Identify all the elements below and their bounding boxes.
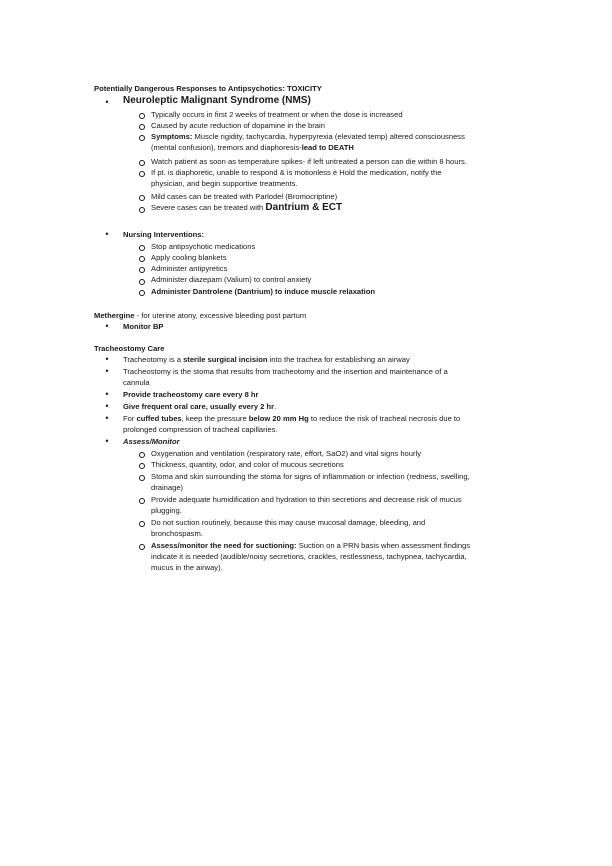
circle-bullet-icon [139, 245, 145, 251]
assess-a1: Oxygenation and ventilation (respiratory rate, effort, SaO2) and vital signs hourly [151, 449, 422, 458]
nms-severe [151, 203, 342, 214]
circle-bullet-icon [139, 160, 145, 166]
circle-bullet-icon [139, 290, 145, 296]
toxicity-heading: Potentially Dangerous Responses to Antipsychotics: TOXICITY [94, 84, 322, 93]
nms-mild: Mild cases can be treated with Parlodel (Bromocriptine) [151, 192, 338, 201]
symptoms-line1: Muscle rigidity, tachycardia, hyperpyrexia (elevated temp) altered consciousness [194, 132, 465, 141]
nms-onset: Typically occurs in first 2 weeks of treatment or when the dose is increased [151, 110, 403, 119]
circle-bullet-icon [139, 124, 145, 130]
trach-b5-suffix: to reduce the risk of tracheal necrosis due to [308, 414, 461, 423]
bullet-icon: • [105, 389, 109, 399]
assess-a6-cont: indicate it is needed (audible/noisy secretions, crackles, restlessness, tachypnea, tachycardia, [151, 552, 467, 561]
nursing-item-dantrolene: Administer Dantrolene (Dantrium) to induce muscle relaxation [151, 287, 376, 296]
bullet-icon: • [105, 354, 109, 364]
assess-heading: Assess/Monitor [123, 437, 180, 446]
trach-b5-mid: , keep the pressure [181, 414, 249, 423]
nms-hold: If pt. is diaphoretic, unable to respond & is motionless è Hold the medication, notify the [151, 168, 442, 177]
assess-a6-cont2: mucus in the airway). [151, 563, 223, 572]
nursing-item: Stop antipsychotic medications [151, 242, 256, 251]
nursing-item: Administer diazepam (Valium) to control anxiety [151, 275, 312, 284]
severe-prefix: Severe cases can be treated with [151, 203, 266, 212]
trach-b5-bold2: below 20 mm Hg [248, 414, 309, 423]
methergine-monitor: Monitor BP [123, 322, 164, 331]
trach-b2-cont: cannula [123, 378, 150, 387]
nms-symptoms-cont [151, 143, 354, 154]
trach-b2: Tracheostomy is the stoma that results from tracheotomy and the insertion and maintenance of a [123, 367, 448, 376]
bullet-icon: • [105, 229, 109, 239]
circle-bullet-icon [139, 498, 145, 504]
trach-b1 [123, 355, 410, 366]
assess-a6-bold: Assess/monitor the need for suctioning: [151, 541, 297, 550]
circle-bullet-icon [139, 267, 145, 273]
trach-b1-suffix: into the trachea for establishing an airway [267, 355, 410, 364]
nms-heading: Neuroleptic Malignant Syndrome (NMS) [123, 95, 311, 106]
circle-bullet-icon [139, 463, 145, 469]
circle-bullet-icon [139, 207, 145, 213]
trach-heading: Tracheostomy Care [94, 344, 165, 353]
symptoms-death: lead to DEATH [301, 143, 354, 152]
circle-bullet-icon [139, 135, 145, 141]
circle-bullet-icon [139, 279, 145, 285]
trach-b3: Provide tracheostomy care every 8 hr [123, 390, 259, 399]
assess-a4-cont: plugging. [151, 506, 182, 515]
symptoms-label: Symptoms: [151, 132, 193, 141]
assess-a3: Stoma and skin surrounding the stoma for signs of inflammation or infection (redness, swelling, [151, 472, 470, 481]
bullet-icon: • [105, 413, 109, 423]
bullet-icon: • [105, 97, 109, 107]
trach-b1-bold: sterile surgical incision [183, 355, 268, 364]
bullet-icon: • [105, 401, 109, 411]
assess-a6-line1: Suction on a PRN basis when assessment findings [296, 541, 471, 550]
bullet-icon: • [105, 366, 109, 376]
nursing-heading: Nursing Interventions: [123, 230, 205, 239]
methergine-desc: - for uterine atony, excessive bleeding post partum [134, 311, 307, 320]
nursing-item: Administer antipyretics [151, 264, 228, 273]
circle-bullet-icon [139, 475, 145, 481]
symptoms-line2: (mental confusion), tremors and diaphoresis- [151, 143, 302, 152]
circle-bullet-icon [139, 171, 145, 177]
trach-b5 [123, 414, 460, 425]
trach-b1-prefix: Tracheotomy is a [123, 355, 184, 364]
assess-a5-cont: bronchospasm. [151, 529, 203, 538]
assess-a5: Do not suction routinely, because this may cause mucosal damage, bleeding, and [151, 518, 426, 527]
bullet-icon: • [105, 321, 109, 331]
assess-a6 [151, 541, 470, 552]
circle-bullet-icon [139, 544, 145, 550]
severe-drugs: Dantrium & ECT [265, 202, 343, 213]
assess-a2: Thickness, quantity, odor, and color of mucous secretions [151, 460, 344, 469]
trach-b4 [123, 402, 276, 413]
trach-b5-bold1: cuffed tubes [136, 414, 182, 423]
trach-b4-dot: . [274, 402, 277, 411]
nms-hold-cont: physician, and begin supportive treatments. [151, 179, 298, 188]
circle-bullet-icon [139, 452, 145, 458]
circle-bullet-icon [139, 256, 145, 262]
nms-symptoms [151, 132, 465, 143]
circle-bullet-icon [139, 113, 145, 119]
assess-a4: Provide adequate humidification and hydration to thin secretions and decrease risk of mucus [151, 495, 462, 504]
circle-bullet-icon [139, 521, 145, 527]
methergine-line [94, 311, 306, 322]
assess-a3-cont: drainage) [151, 483, 184, 492]
trach-b5-cont: prolonged compression of tracheal capillaries. [123, 425, 278, 434]
methergine-label: Methergine [94, 311, 135, 320]
circle-bullet-icon [139, 195, 145, 201]
trach-b4-text: Give frequent oral care, usually every 2 hr [123, 402, 275, 411]
nursing-item: Apply cooling blankets [151, 253, 227, 262]
bullet-icon: • [105, 436, 109, 446]
nms-cause: Caused by acute reduction of dopamine in the brain [151, 121, 325, 130]
trach-b5-pre: For [123, 414, 137, 423]
nms-watch: Watch patient as soon as temperature spikes- if left untreated a person can die within 8 hours. [151, 157, 467, 166]
